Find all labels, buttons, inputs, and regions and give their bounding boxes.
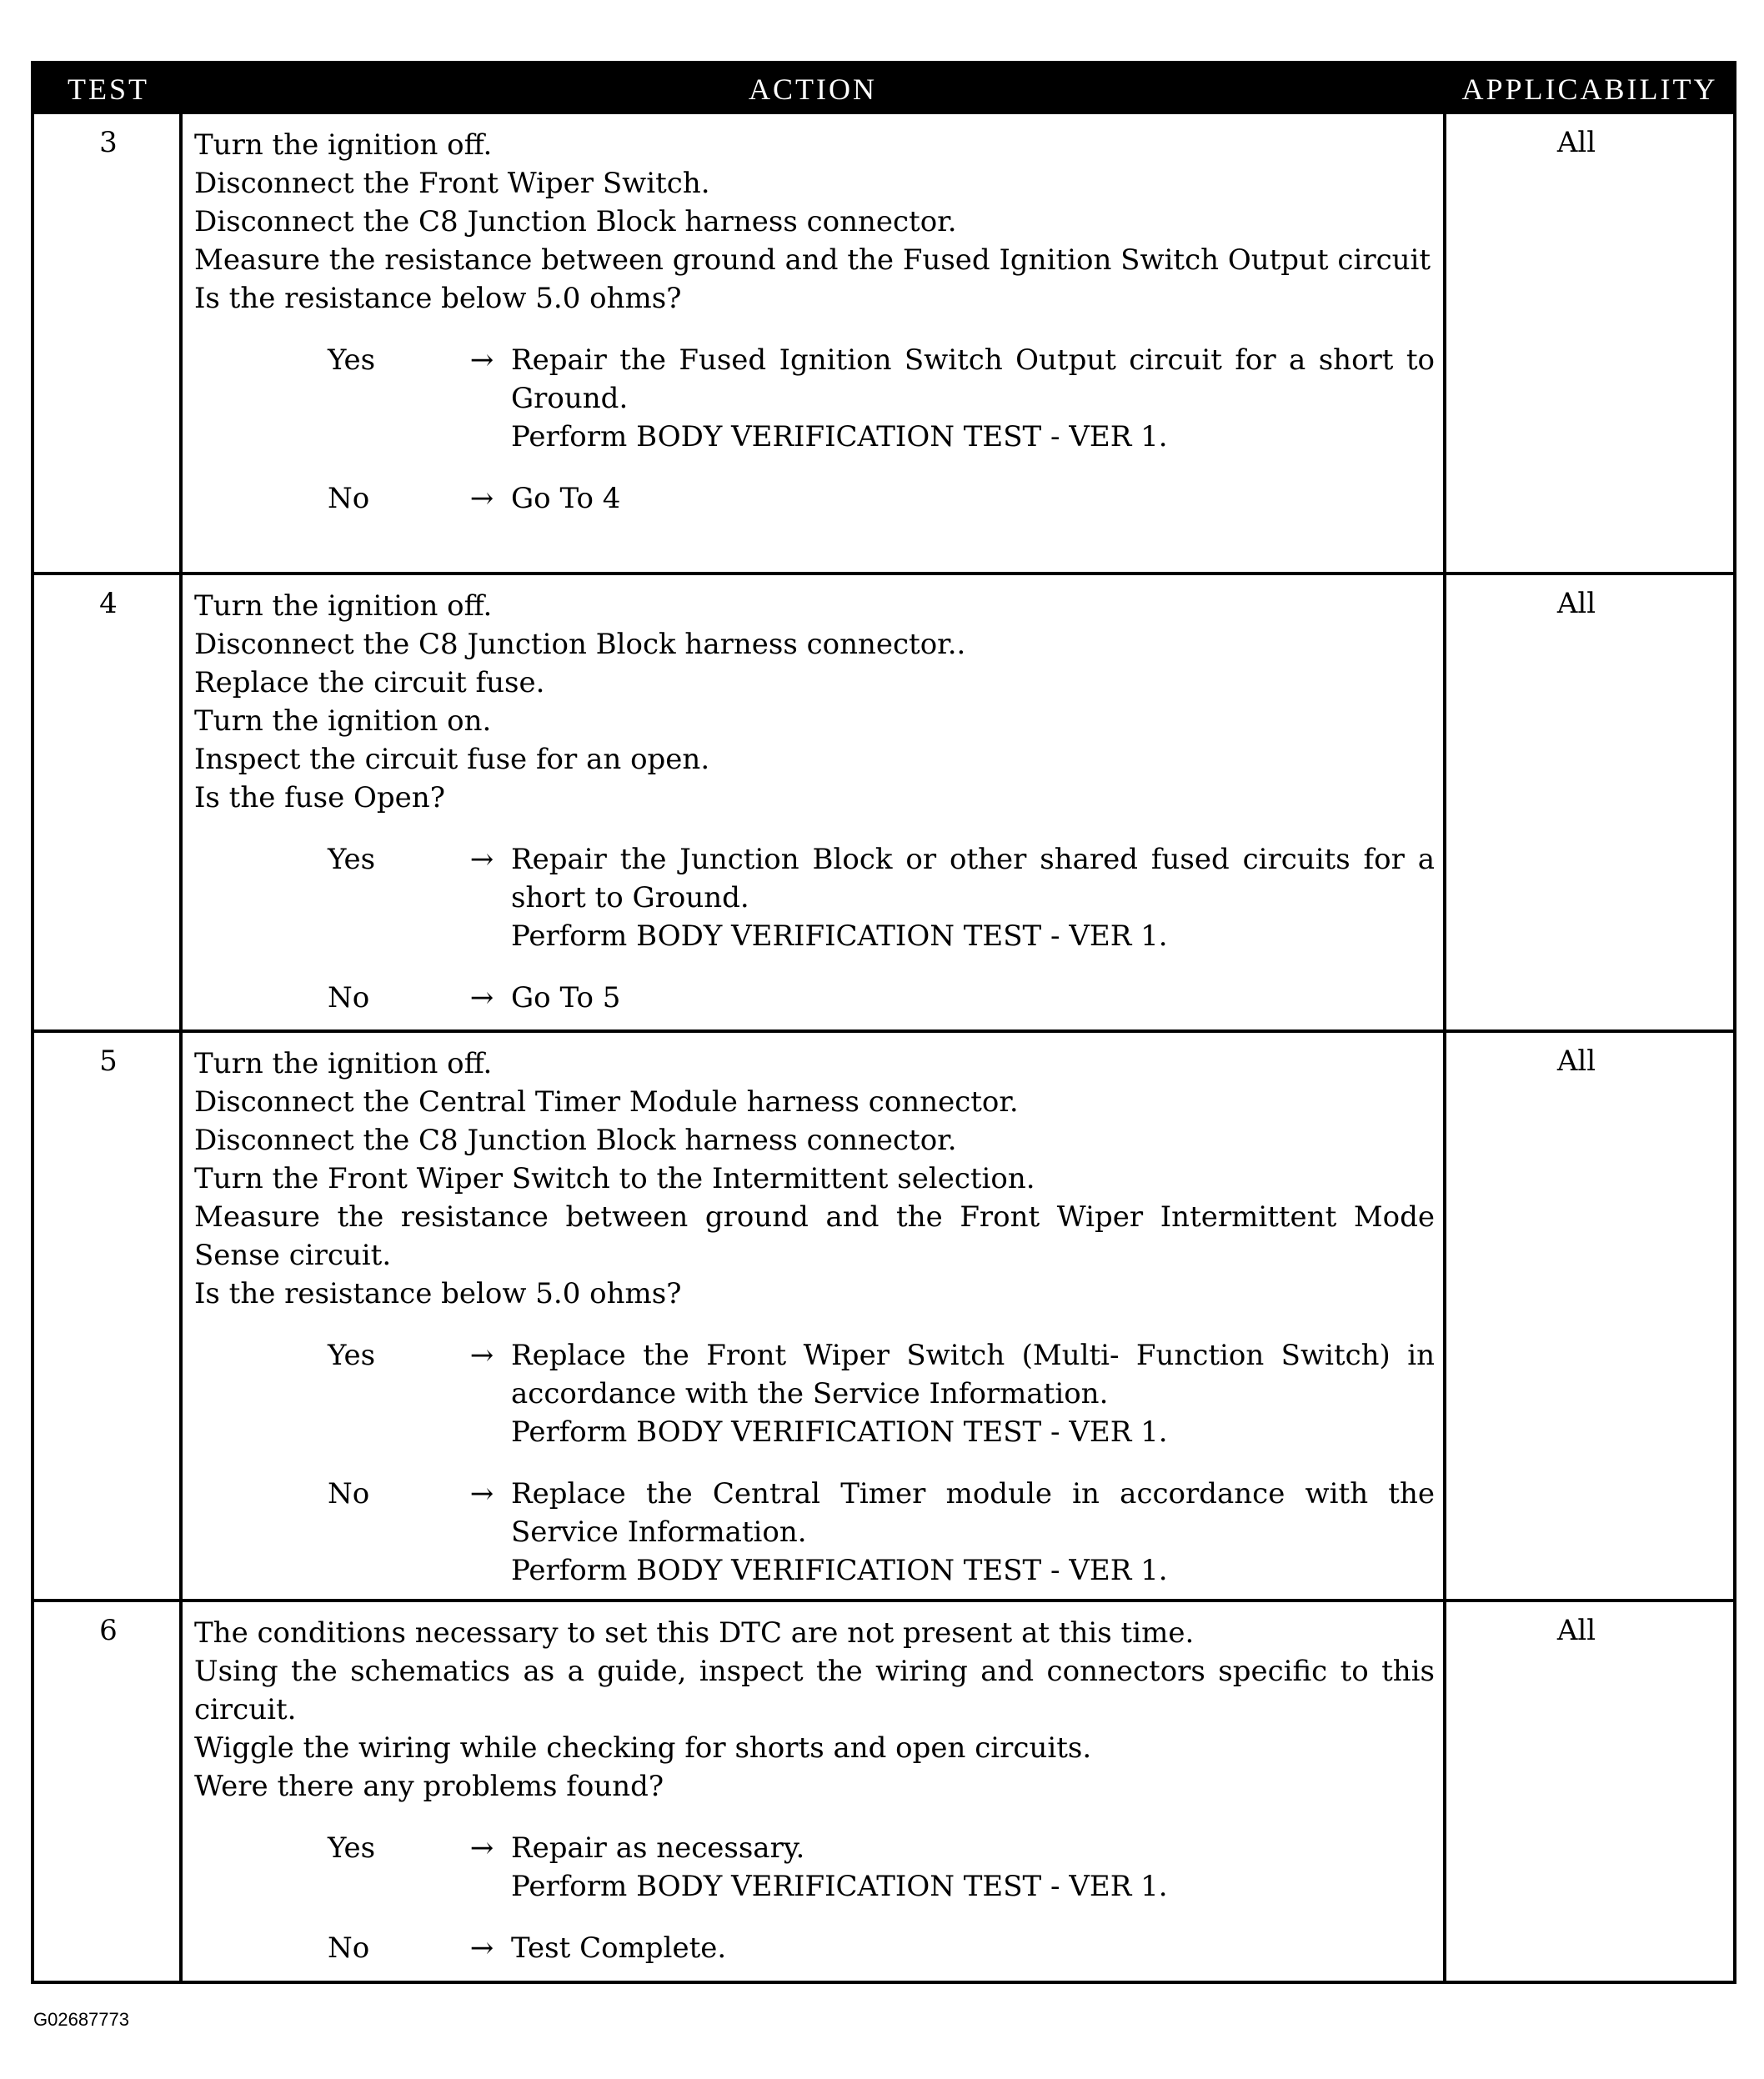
action-line: Using the schematics as a guide, inspect the wiring and connectors specific to this circuit. [194,1655,1435,1726]
action-line: Turn the ignition on. [194,704,492,738]
table-row [34,1602,1733,1981]
no-branch [194,1475,1435,1590]
no-branch [194,979,1435,1017]
answer-label: Yes [328,1339,376,1372]
arrow-icon: → [469,343,494,377]
answer-label: No [328,482,370,515]
action-line: Replace the circuit fuse. [194,666,545,699]
table-row [34,575,1733,1033]
answer-label: No [328,1477,370,1510]
yes-branch [194,341,1435,456]
arrow-icon: → [469,1831,494,1865]
answer-label: Yes [328,1831,376,1865]
test-number: 3 [99,126,118,159]
header-action: ACTION [749,73,877,106]
arrow-icon: → [469,843,494,876]
action-line: Turn the ignition off. [194,128,493,162]
result-line: Test Complete. [511,1931,727,1965]
action-line: The conditions necessary to set this DTC are not present at this time. [194,1616,1195,1650]
action-line: Were there any problems found? [194,1770,664,1803]
result-text [511,1336,1435,1451]
answer-label: No [328,1931,370,1965]
result-text [511,479,1435,518]
yes-branch [194,840,1435,955]
action-cell [194,1045,1435,1590]
test-number: 4 [99,587,118,620]
diagnostic-table [31,61,1736,1984]
action-line: Disconnect the C8 Junction Block harness connector. [194,1124,957,1157]
no-branch [194,479,1435,518]
test-number: 5 [99,1045,118,1078]
applicability-cell: All [1556,126,1596,159]
answer-label: Yes [328,843,376,876]
result-line: Perform BODY VERIFICATION TEST - VER 1. [511,420,1168,453]
applicability-cell: All [1556,1614,1596,1647]
column-divider [1443,114,1446,1981]
action-line: Disconnect the C8 Junction Block harness connector.. [194,628,966,661]
no-branch [194,1929,1435,1967]
result-text [511,1829,1435,1906]
action-line: Is the fuse Open? [194,781,445,814]
action-line: Measure the resistance between ground and the Fused Ignition Switch Output circuit [194,243,1431,277]
action-line: Turn the ignition off. [194,589,493,623]
yes-branch [194,1829,1435,1906]
result-line: Replace the Front Wiper Switch (Multi- Function Switch) in accordance with the Service Information. [511,1339,1435,1410]
action-line: Disconnect the C8 Junction Block harness connector. [194,205,957,238]
result-line: Perform BODY VERIFICATION TEST - VER 1. [511,919,1168,953]
figure-id: G02687773 [33,2009,129,2030]
action-line: Wiggle the wiring while checking for shorts and open circuits. [194,1731,1092,1765]
header-applicability: APPLICABILITY [1461,73,1718,106]
header-test: TEST [68,73,149,106]
result-line: Perform BODY VERIFICATION TEST - VER 1. [511,1415,1168,1449]
action-line: Turn the Front Wiper Switch to the Intermittent selection. [194,1162,1035,1195]
result-line: Repair the Fused Ignition Switch Output circuit for a short to Ground. [511,343,1435,415]
result-line: Repair as necessary. [511,1831,805,1865]
arrow-icon: → [469,1931,494,1965]
result-text [511,840,1435,955]
table-header [34,64,1733,114]
result-line: Repair the Junction Block or other shared fused circuits for a short to Ground. [511,843,1435,914]
arrow-icon: → [469,1339,494,1372]
result-text [511,1929,1435,1967]
yes-branch [194,1336,1435,1451]
action-cell [194,1614,1435,1967]
action-line: Turn the ignition off. [194,1047,493,1080]
answer-label: Yes [328,343,376,377]
action-line: Inspect the circuit fuse for an open. [194,743,710,776]
action-line: Disconnect the Front Wiper Switch. [194,167,710,200]
result-text [511,1475,1435,1590]
column-divider [179,114,183,1981]
result-line: Replace the Central Timer module in accordance with the Service Information. [511,1477,1435,1549]
test-number: 6 [99,1614,118,1647]
arrow-icon: → [469,1477,494,1510]
result-line: Go To 4 [511,482,621,515]
result-line: Perform BODY VERIFICATION TEST - VER 1. [511,1554,1168,1587]
action-line: Is the resistance below 5.0 ohms? [194,1277,682,1310]
answer-label: No [328,981,370,1014]
table-row [34,1033,1733,1602]
action-cell [194,587,1435,1017]
result-text [511,979,1435,1017]
action-line: Measure the resistance between ground and the Front Wiper Intermittent Mode Sense circuit. [194,1200,1435,1272]
applicability-cell: All [1556,587,1596,620]
action-line: Is the resistance below 5.0 ohms? [194,282,682,315]
applicability-cell: All [1556,1045,1596,1078]
table-row [34,114,1733,575]
action-cell [194,126,1435,518]
result-line: Perform BODY VERIFICATION TEST - VER 1. [511,1870,1168,1903]
arrow-icon: → [469,482,494,515]
result-line: Go To 5 [511,981,621,1014]
action-line: Disconnect the Central Timer Module harness connector. [194,1085,1019,1119]
result-text [511,341,1435,456]
arrow-icon: → [469,981,494,1014]
